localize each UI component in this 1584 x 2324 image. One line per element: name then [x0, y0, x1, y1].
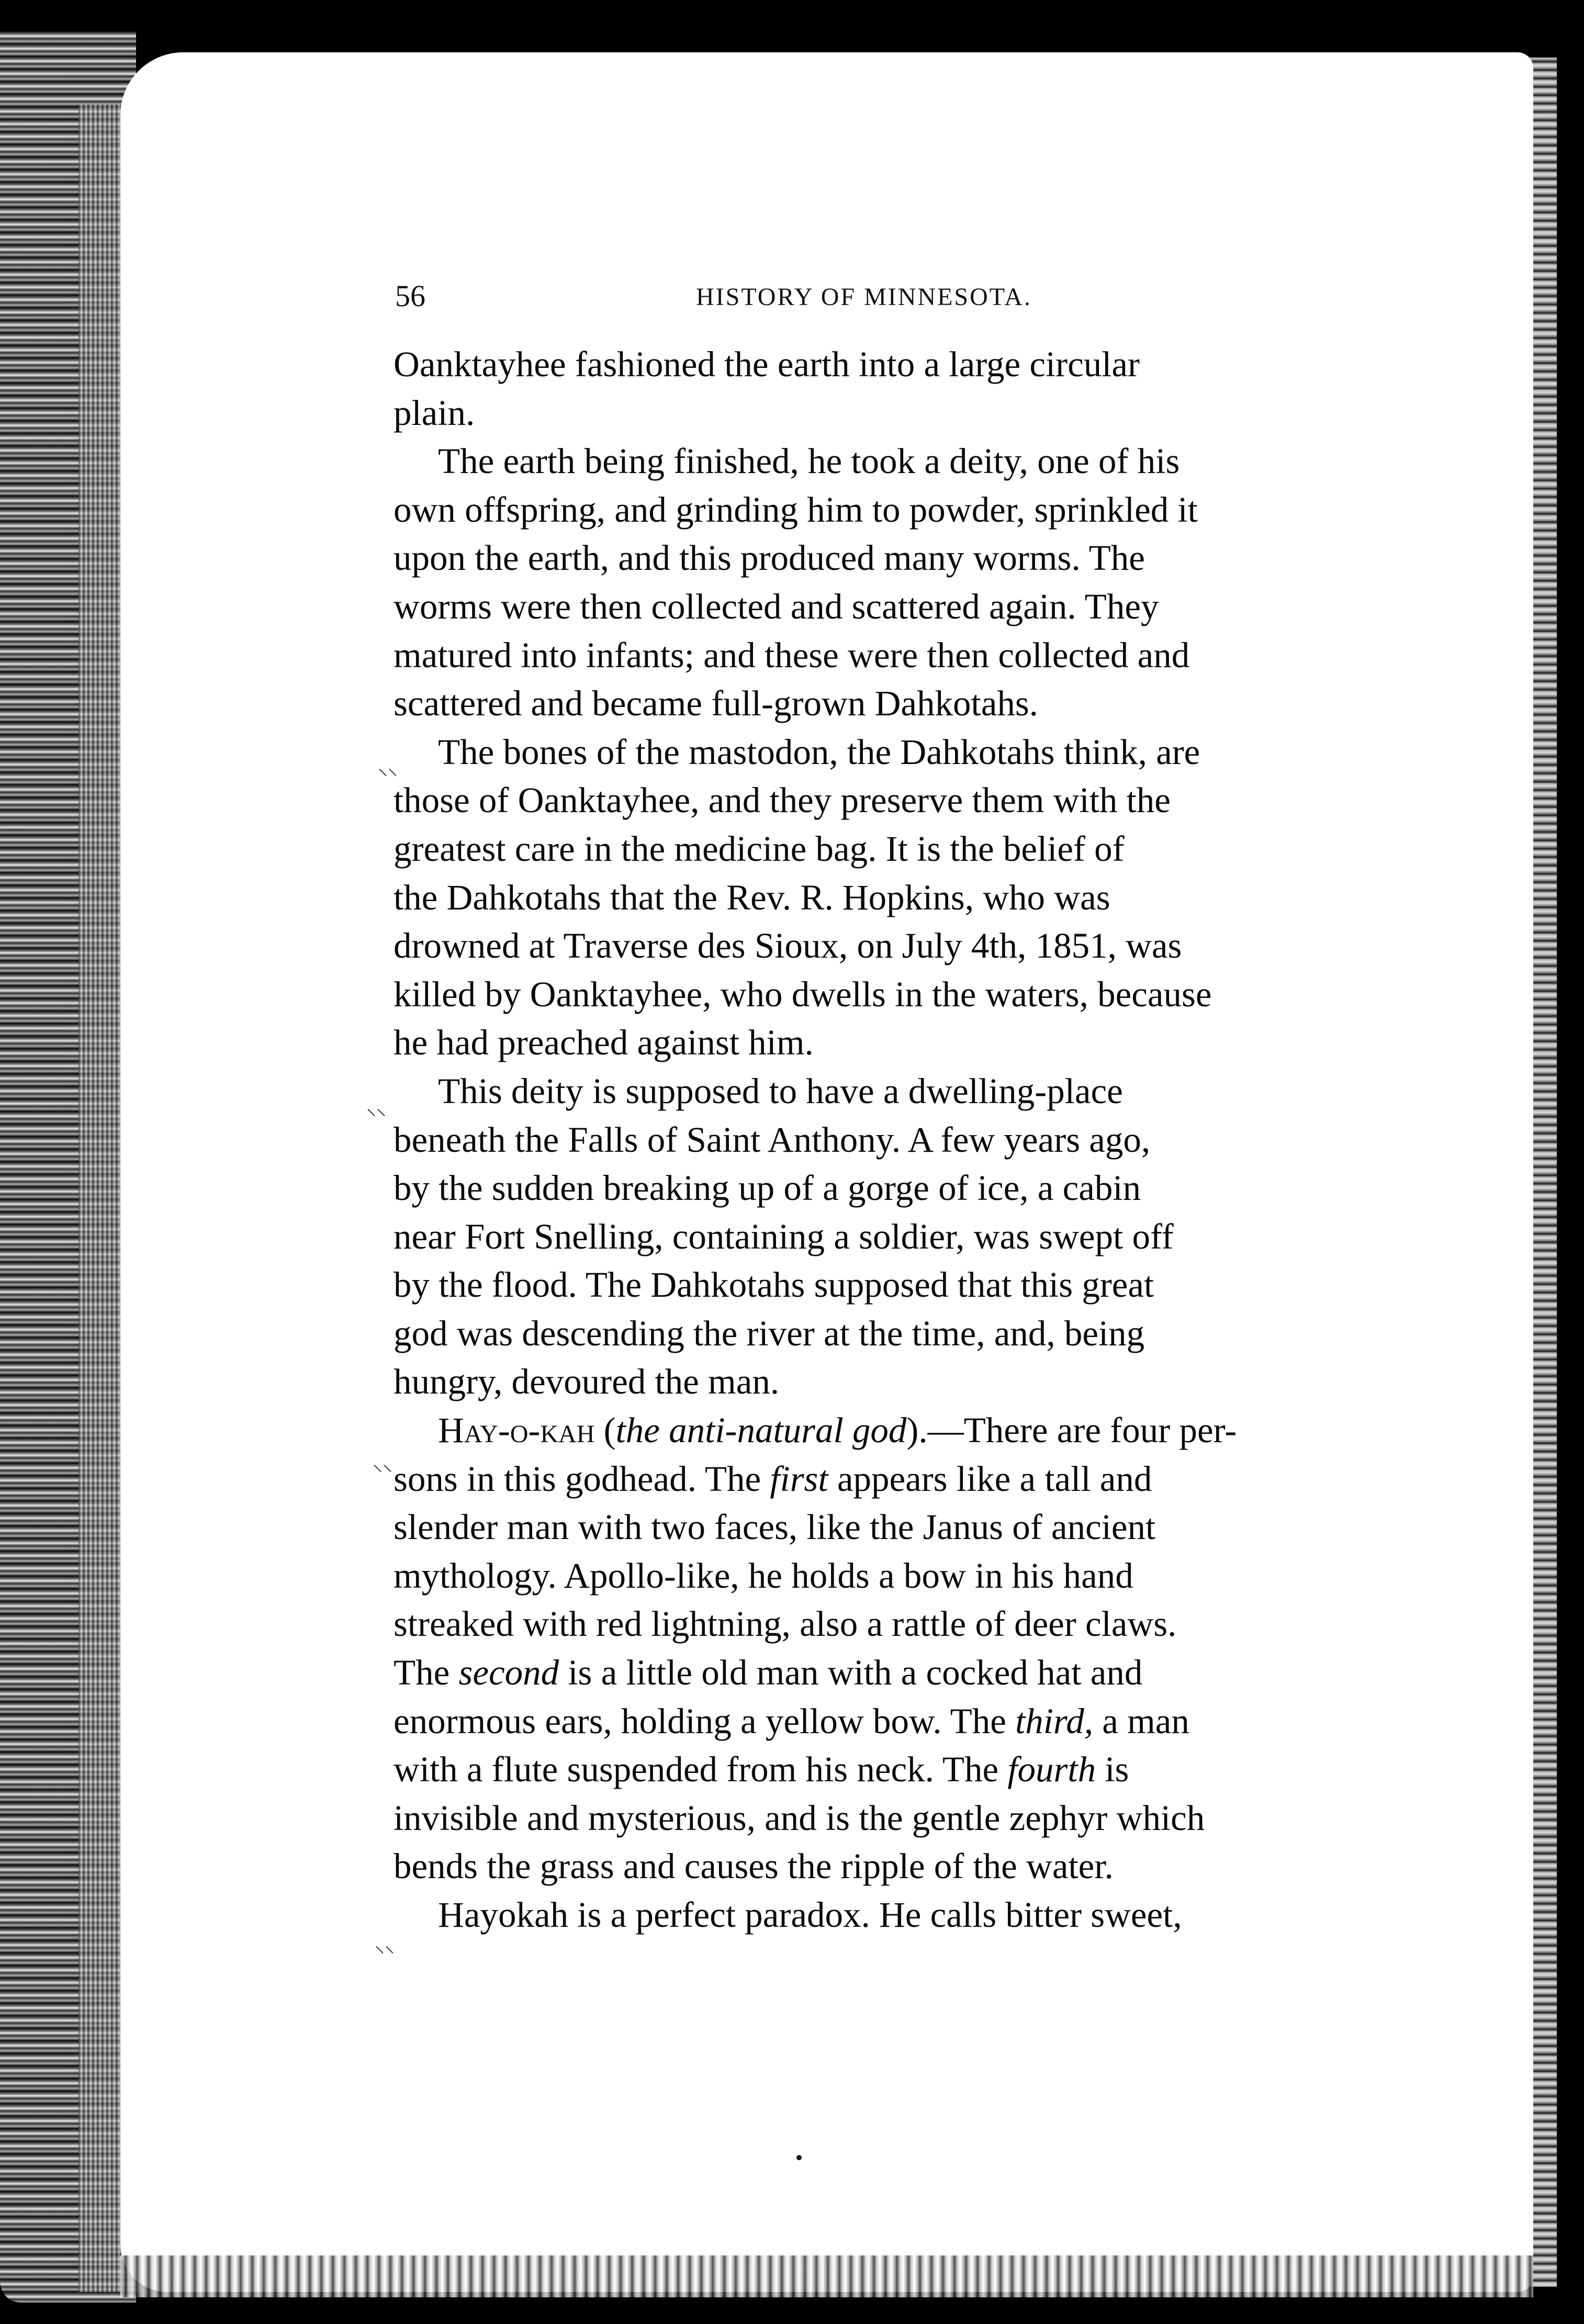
text-line: matured into infants; and these were then collected and	[394, 635, 1190, 675]
text-line: bends the grass and causes the ripple of the water.	[394, 1846, 1114, 1887]
text-line	[394, 1455, 1377, 1503]
text-run: is	[1096, 1749, 1129, 1790]
print-speck	[796, 2155, 802, 2160]
text-line: killed by Oanktayhee, who dwells in the waters, because	[394, 974, 1212, 1014]
text-line: near Fort Snelling, containing a soldier, was swept off	[394, 1216, 1174, 1256]
page-stack-bottom-edge	[120, 2255, 1533, 2297]
text-line: by the flood. The Dahkotahs supposed that this great	[394, 1265, 1154, 1305]
text-line: god was descending the river at the time, and, being	[394, 1313, 1145, 1353]
text-run: .—There are four per-	[918, 1410, 1237, 1451]
text-run: enormous ears, holding a yellow bow. The	[394, 1701, 1016, 1741]
pencil-tick-mark: ⸜⸜	[375, 1934, 395, 1957]
text-line: invisible and mysterious, and is the gentle zephyr which	[394, 1798, 1205, 1838]
emphasis: first	[770, 1458, 828, 1499]
text-line: plain.	[394, 392, 475, 433]
text-line: streaked with red lightning, also a rattle of deer claws.	[394, 1604, 1177, 1644]
paragraph-first-line: The earth being finished, he took a deity, one of his	[438, 441, 1180, 481]
text-line: own offspring, and grinding him to powder, sprinkled it	[394, 489, 1198, 530]
deity-heading: Hay-o-kah	[438, 1410, 595, 1451]
running-title: HISTORY OF MINNESOTA.	[696, 283, 1032, 311]
pencil-tick-mark: ⸜⸜	[366, 1096, 387, 1119]
text-line: Oanktayhee fashioned the earth into a large circular	[394, 344, 1140, 384]
text-line: by the sudden breaking up of a gorge of ice, a cabin	[394, 1168, 1141, 1208]
section-heading-line: Hay-o-kah (the anti-natural god).—There are four per-	[438, 1410, 1237, 1451]
body-text	[394, 340, 1377, 1939]
text-line: worms were then collected and scattered again. They	[394, 586, 1159, 626]
page-number: 56	[395, 279, 425, 313]
pencil-tick-mark: ⸜⸜	[373, 1452, 393, 1475]
text-line: hungry, devoured the man.	[394, 1362, 780, 1402]
text-run: sons in this godhead. The	[394, 1458, 770, 1499]
text-line: mythology. Apollo-like, he holds a bow in his hand	[394, 1555, 1133, 1596]
text-line: beneath the Falls of Saint Anthony. A few years ago,	[394, 1119, 1151, 1160]
paragraph-first-line: This deity is supposed to have a dwelling-place	[438, 1071, 1123, 1111]
pencil-tick-mark: ⸜⸜	[378, 756, 398, 779]
text-line: he had preached against him.	[394, 1023, 814, 1063]
emphasis: fourth	[1007, 1749, 1096, 1790]
text-run: The	[394, 1653, 459, 1693]
text-line: upon the earth, and this produced many worms. The	[394, 538, 1145, 578]
text-run: appears like a tall and	[828, 1458, 1152, 1499]
paragraph-first-line: Hayokah is a perfect paradox. He calls bitter sweet,	[438, 1895, 1182, 1935]
text-line: drowned at Traverse des Sioux, on July 4th, 1851, was	[394, 926, 1182, 966]
text-line	[394, 1697, 1377, 1746]
emphasis: second	[458, 1653, 559, 1693]
text-run: is a little old man with a cocked hat and	[559, 1653, 1143, 1693]
text-line: those of Oanktayhee, and they preserve them with the	[394, 780, 1171, 821]
text-line: greatest care in the medicine bag. It is the belief of	[394, 828, 1125, 869]
deity-epithet: the anti-natural god	[615, 1410, 907, 1451]
paragraph-first-line: The bones of the mastodon, the Dahkotahs think, are	[438, 732, 1200, 772]
text-run: a man	[1093, 1701, 1189, 1741]
page-stack-left-edge	[0, 31, 136, 2303]
text-line	[394, 1745, 1377, 1794]
text-line: the Dahkotahs that the Rev. R. Hopkins, who was	[394, 877, 1110, 917]
text-line: scattered and became full-grown Dahkotahs.	[394, 683, 1038, 724]
emphasis: third,	[1015, 1701, 1093, 1741]
text-line	[394, 1648, 1377, 1697]
text-run: with a flute suspended from his neck. The	[394, 1749, 1008, 1790]
text-line: slender man with two faces, like the Janus of ancient	[394, 1507, 1156, 1547]
running-head	[395, 278, 1442, 315]
